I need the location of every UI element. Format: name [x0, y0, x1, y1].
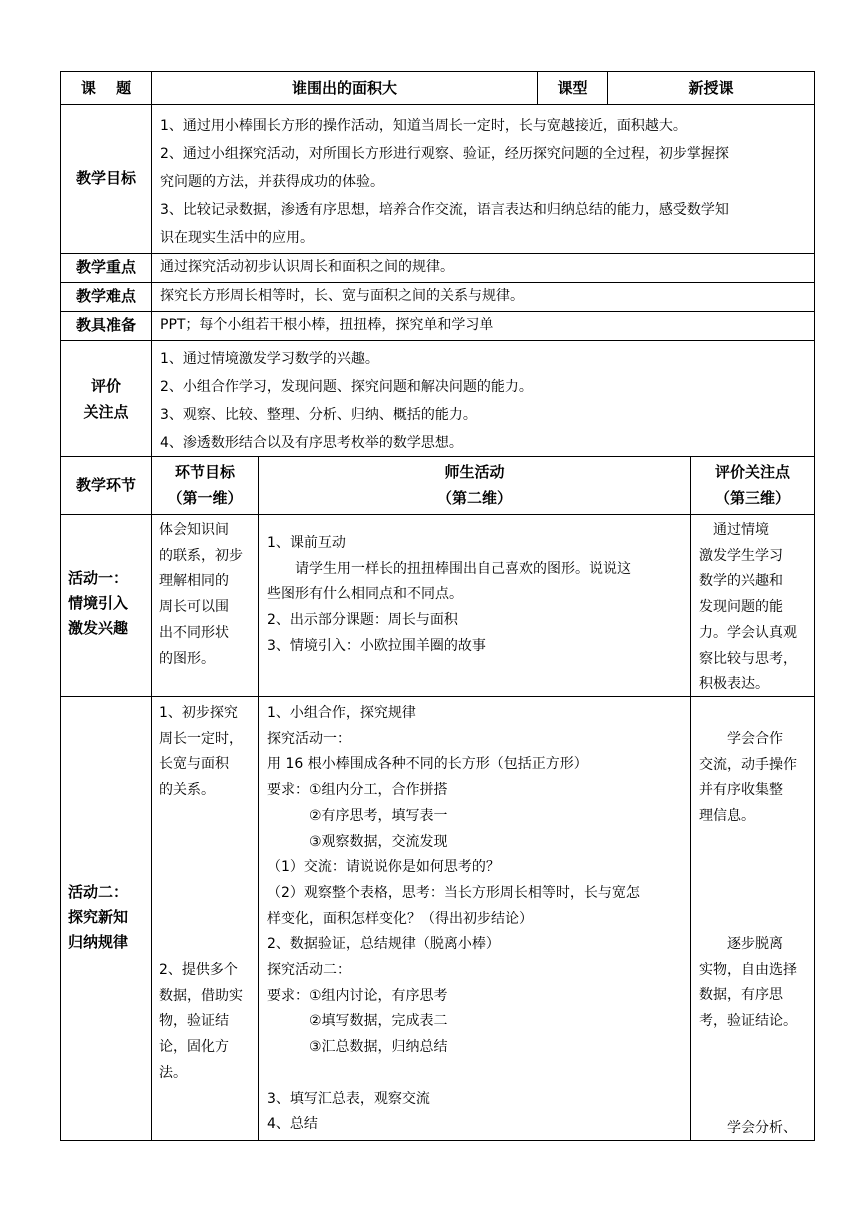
focus-line: 力。学会认真观: [699, 624, 797, 641]
objective-line: 3、比较记录数据，渗透有序思想，培养合作交流，语言表达和归纳总结的能力，感受数学知: [160, 202, 729, 218]
activity1-goal: [159, 518, 243, 672]
activity2-activities: [267, 701, 640, 1138]
goal-line: 体会知识间: [159, 522, 229, 538]
evaluation-line: 3、观察、比较、整理、分析、归纳、概括的能力。: [160, 407, 477, 423]
activity-line: 1、小组合作，探究规律: [267, 705, 416, 721]
focus-line: 并有序收集整: [699, 782, 783, 799]
activity-line: 探究活动二：: [267, 962, 351, 979]
stage-line: 活动二：: [68, 883, 129, 901]
focus-line: 发现问题的能: [699, 599, 783, 616]
column-focus-sub: （第三维）: [714, 489, 790, 507]
evaluation-line: 1、通过情境激发学习数学的兴趣。: [160, 351, 379, 367]
stage-line: 情境引入: [68, 594, 129, 612]
table-rule: [60, 340, 815, 341]
type-value: 新授课: [688, 79, 734, 97]
goal-line: 数据，借助实: [159, 987, 243, 1004]
column-goal-sub: （第一维）: [167, 489, 243, 507]
stage-line: 归纳规律: [68, 933, 129, 951]
stage-line: 探究新知: [68, 908, 129, 926]
focus-line: 积极表达。: [699, 676, 769, 693]
table-rule: [151, 71, 152, 1141]
table-rule: [60, 71, 61, 1141]
goal-line: 的联系，初步: [159, 547, 243, 564]
activity2-goal-2: [159, 958, 243, 1087]
table-rule: [60, 253, 815, 254]
activity-line: ③观察数据，交流发现: [267, 833, 448, 850]
activity-line: 探究活动一：: [267, 730, 351, 747]
focus-line: 激发学生学习: [699, 547, 783, 564]
table-rule: [690, 456, 691, 1141]
activity-line: （1）交流：请说说你是如何思考的？: [267, 859, 500, 876]
table-rule: [60, 514, 815, 515]
focus-line: 学会合作: [699, 731, 783, 747]
goal-line: 2、提供多个: [159, 962, 238, 978]
column-stage: 教学环节: [75, 476, 136, 494]
activity-line: 用 16 根小棒围成各种不同的长方形（包括正方形）: [267, 756, 588, 773]
focus-line: 理信息。: [699, 808, 755, 825]
materials-label: 教具准备: [75, 316, 136, 334]
focus-line: 实物，自由选择: [699, 961, 797, 978]
table-rule: [60, 104, 815, 105]
column-activity-sub: （第二维）: [436, 489, 512, 507]
evaluation-line: 4、渗透数形结合以及有序思考枚举的数学思想。: [160, 435, 463, 451]
goal-line: 物，验证结: [159, 1013, 229, 1030]
key-point-label: 教学重点: [75, 258, 136, 276]
materials-value: PPT；每个小组若干根小棒，扭扭棒，探究单和学习单: [160, 317, 494, 333]
objectives-label: 教学目标: [75, 169, 136, 187]
topic-value: 谁围出的面积大: [291, 79, 397, 97]
objective-line: 2、通过小组探究活动，对所围长方形进行观察、验证，经历探究问题的全过程，初步掌握探: [160, 146, 729, 162]
goal-line: 法。: [159, 1064, 187, 1081]
activity-line: 3、情境引入：小欧拉围羊圈的故事: [267, 637, 486, 654]
activity-line: ②有序思考，填写表一: [267, 807, 448, 824]
focus-line: 数据，有序思: [699, 987, 783, 1004]
activity-line: 些图形有什么相同点和不同点。: [267, 586, 463, 603]
table-rule: [814, 71, 815, 1141]
focus-line: 交流，动手操作: [699, 756, 797, 773]
goal-line: 的关系。: [159, 782, 215, 799]
evaluation-label: 关注点: [83, 403, 129, 421]
difficulty-label: 教学难点: [75, 287, 136, 305]
activity-line: （2）观察整个表格，思考：当长方形周长相等时，长与宽怎: [267, 884, 640, 901]
focus-line: 通过情境: [699, 522, 769, 538]
table-rule: [60, 71, 815, 72]
activity-line: 2、数据验证，总结规律（脱离小棒）: [267, 936, 500, 953]
activity-line: 3、填写汇总表，观察交流: [267, 1090, 430, 1107]
activity2-focus-2: [699, 932, 797, 1035]
goal-line: 周长一定时，: [159, 730, 243, 747]
objective-line: 识在现实生活中的应用。: [160, 230, 314, 246]
activity-line: [267, 1061, 640, 1087]
goal-line: 论，固化方: [159, 1039, 229, 1056]
difficulty-value: 探究长方形周长相等时，长、宽与面积之间的关系与规律。: [160, 288, 524, 304]
activity-line: 样变化，面积怎样变化？（得出初步结论）: [267, 910, 533, 927]
goal-line: 理解相同的: [159, 573, 229, 590]
activity2-focus-3: [699, 1116, 797, 1142]
goal-line: 长宽与面积: [159, 756, 229, 773]
activity2-stage: [68, 880, 128, 955]
table-rule: [258, 456, 259, 1141]
activity-line: 要求：①组内分工，合作拼搭: [267, 782, 448, 799]
activity-line: 请学生用一样长的扭扭棒围出自己喜欢的图形。说说这: [267, 560, 631, 577]
topic-label: 课 题: [80, 79, 132, 97]
objective-line: 1、通过用小棒围长方形的操作活动，知道当周长一定时，长与宽越接近，面积越大。: [160, 118, 687, 134]
column-activity: 师生活动: [444, 463, 505, 481]
goal-line: 周长可以围: [159, 599, 229, 616]
activity2-focus-1: [699, 727, 797, 830]
type-label: 课型: [557, 79, 588, 97]
goal-line: 1、初步探究: [159, 705, 238, 721]
activity-line: ③汇总数据，归纳总结: [267, 1039, 448, 1056]
activity-line: 2、出示部分课题：周长与面积: [267, 612, 458, 629]
stage-line: 激发兴趣: [68, 619, 129, 637]
table-rule: [60, 282, 815, 283]
evaluation-line: 2、小组合作学习，发现问题、探究问题和解决问题的能力。: [160, 379, 533, 395]
focus-line: 学会分析、: [699, 1120, 797, 1136]
activity-line: 1、课前互动: [267, 535, 346, 551]
activity2-goal-1: [159, 701, 243, 804]
objective-line: 究问题的方法，并获得成功的体验。: [160, 174, 384, 190]
column-focus: 评价关注点: [714, 463, 790, 481]
activity-line: ②填写数据，完成表二: [267, 1013, 448, 1030]
key-point-value: 通过探究活动初步认识周长和面积之间的规律。: [160, 259, 454, 275]
table-rule: [60, 311, 815, 312]
activity-line: 要求：①组内讨论，有序思考: [267, 987, 448, 1004]
evaluation-text: [160, 345, 533, 457]
focus-line: 数学的兴趣和: [699, 573, 783, 590]
stage-line: 活动一：: [68, 569, 129, 587]
activity1-focus: [699, 518, 797, 698]
goal-line: 的图形。: [159, 650, 215, 667]
objectives-text: [160, 112, 729, 252]
goal-line: 出不同形状: [159, 624, 229, 641]
evaluation-label: 评价: [90, 377, 121, 395]
focus-line: 逐步脱离: [699, 936, 783, 952]
activity-line: 4、总结: [267, 1116, 318, 1133]
focus-line: 考，验证结论。: [699, 1013, 797, 1030]
focus-line: 察比较与思考，: [699, 650, 797, 667]
activity1-stage: [68, 566, 128, 641]
activity1-activities: [267, 531, 631, 660]
column-goal: 环节目标: [174, 463, 235, 481]
